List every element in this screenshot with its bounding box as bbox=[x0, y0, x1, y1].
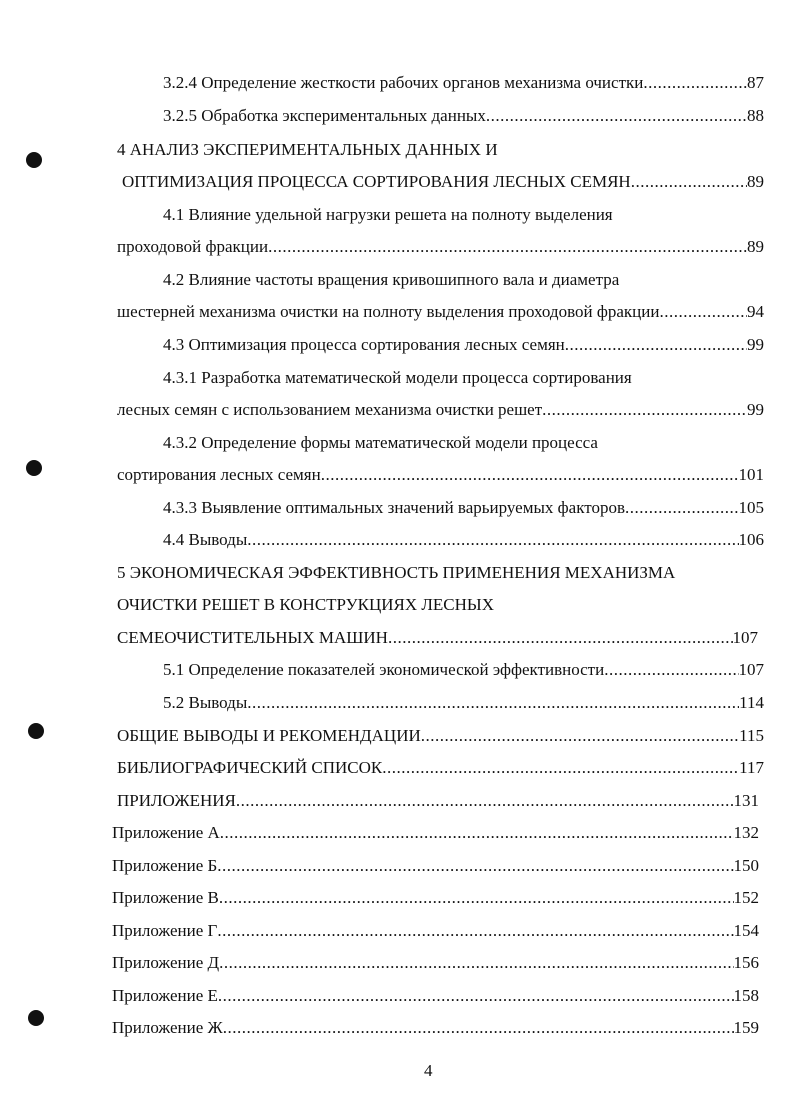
toc-entry: сортирования лесных семян ..... 101 bbox=[117, 464, 764, 486]
toc-entry: 5.1 Определение показателей экономической эффективности ..... 107 bbox=[163, 659, 764, 681]
toc-entry: ОБЩИЕ ВЫВОДЫ И РЕКОМЕНДАЦИИ ..... 115 bbox=[117, 725, 764, 747]
toc-entry: Приложение В ..... 152 bbox=[112, 887, 759, 909]
binder-hole bbox=[28, 723, 44, 739]
toc-entry-heading: 4.3.2 Определение формы математической модели процесса bbox=[163, 433, 598, 452]
toc-entry: лесных семян с использованием механизма очистки решет ..... 99 bbox=[117, 399, 764, 421]
toc-entry-heading: 4.2 Влияние частоты вращения кривошипного вала и диаметра bbox=[163, 270, 620, 289]
toc-entry: ОПТИМИЗАЦИЯ ПРОЦЕССА СОРТИРОВАНИЯ ЛЕСНЫХ СЕМЯН ..... 89 bbox=[122, 171, 764, 193]
binder-hole bbox=[26, 152, 42, 168]
toc-entry-heading: 5 ЭКОНОМИЧЕСКАЯ ЭФФЕКТИВНОСТЬ ПРИМЕНЕНИЯ МЕХАНИЗМА bbox=[117, 563, 676, 582]
toc-entry: Приложение Ж ..... 159 bbox=[112, 1017, 759, 1039]
toc-entry: БИБЛИОГРАФИЧЕСКИЙ СПИСОК ..... 117 bbox=[117, 757, 764, 779]
toc-entry: СЕМЕОЧИСТИТЕЛЬНЫХ МАШИН ..... 107 bbox=[117, 627, 758, 649]
toc-entry: 4.3.3 Выявление оптимальных значений варьируемых факторов ..... 105 bbox=[163, 497, 764, 519]
toc-entry: 4.3 Оптимизация процесса сортирования лесных семян ..... 99 bbox=[163, 334, 764, 356]
toc-entry: Приложение Д ..... 156 bbox=[112, 952, 759, 974]
toc-entry-heading: ОЧИСТКИ РЕШЕТ В КОНСТРУКЦИЯХ ЛЕСНЫХ bbox=[117, 595, 495, 614]
toc-entry: Приложение Е ..... 158 bbox=[112, 985, 759, 1007]
toc-entry-heading: 4.3.1 Разработка математической модели процесса сортирования bbox=[163, 368, 632, 387]
toc-entry: 3.2.5 Обработка экспериментальных данных ..... 88 bbox=[163, 105, 764, 127]
toc-entry: Приложение А ..... 132 bbox=[112, 822, 759, 844]
toc-entry-heading: 4.1 Влияние удельной нагрузки решета на полноту выделения bbox=[163, 205, 613, 224]
page-number: 4 bbox=[424, 1061, 433, 1080]
toc-entry: 4.4 Выводы ..... 106 bbox=[163, 529, 764, 551]
toc-entry: Приложение Г ..... 154 bbox=[112, 920, 759, 942]
toc-entry: ПРИЛОЖЕНИЯ ..... 131 bbox=[117, 790, 759, 812]
toc-entry: проходовой фракции ..... 89 bbox=[117, 236, 764, 258]
binder-hole bbox=[28, 1010, 44, 1026]
toc-entry-heading: 4 АНАЛИЗ ЭКСПЕРИМЕНТАЛЬНЫХ ДАННЫХ И bbox=[117, 140, 498, 159]
toc-entry: шестерней механизма очистки на полноту выделения проходовой фракции ..... 94 bbox=[117, 301, 764, 323]
toc-entry: 5.2 Выводы ..... 114 bbox=[163, 692, 764, 714]
toc-entry: 3.2.4 Определение жесткости рабочих органов механизма очистки ..... 87 bbox=[163, 72, 764, 94]
toc-entry: Приложение Б ..... 150 bbox=[112, 855, 759, 877]
binder-hole bbox=[26, 460, 42, 476]
